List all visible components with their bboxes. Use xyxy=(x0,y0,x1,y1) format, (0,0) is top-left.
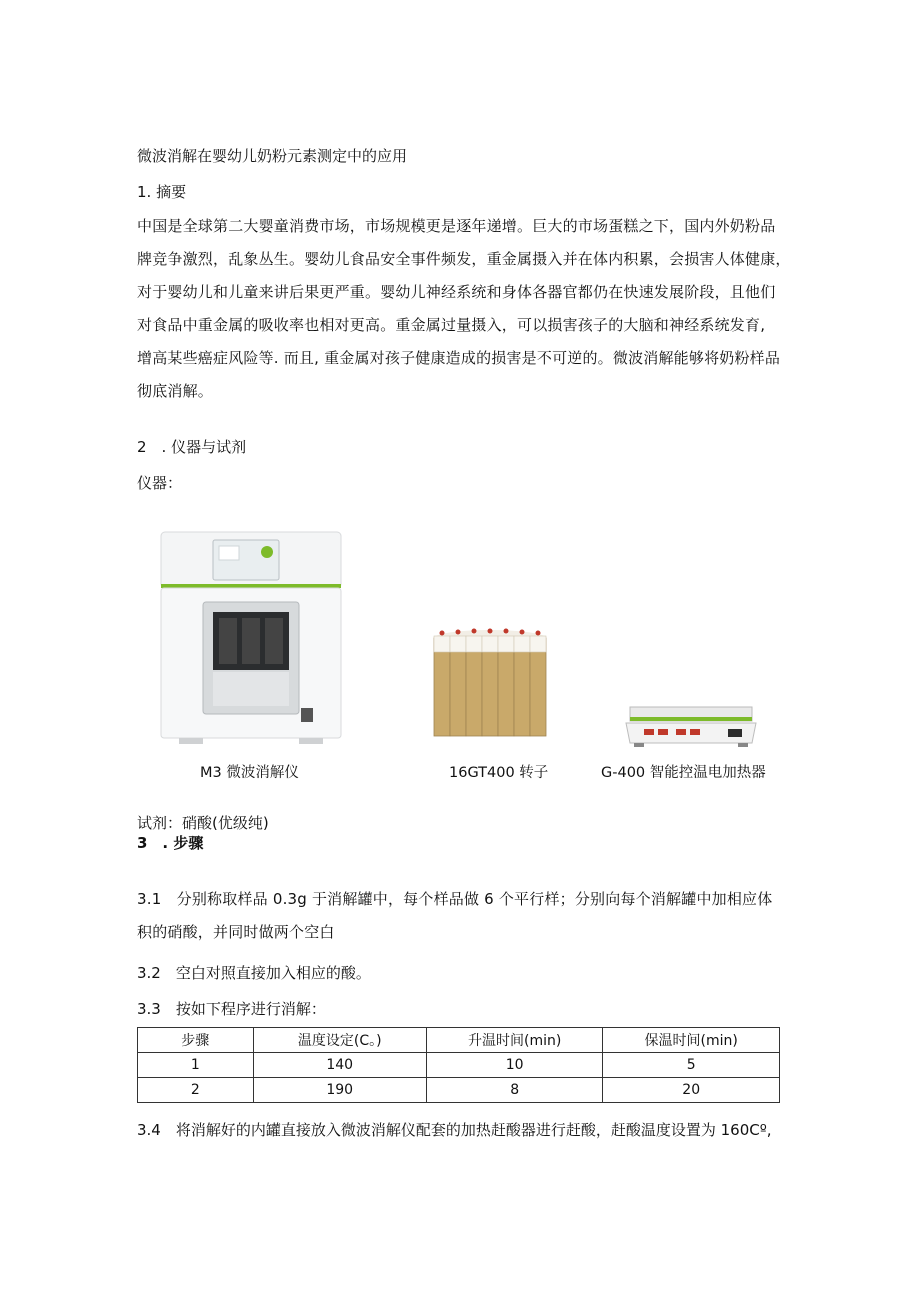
table-cell: 2 xyxy=(138,1078,254,1103)
table-row xyxy=(138,1078,780,1103)
step-3-1-line: 3.1 分别称取样品 0.3g 于消解罐中，每个样品做 6 个平行样；分别向每个消解罐中加相应体 xyxy=(137,890,773,908)
step-3-1 xyxy=(137,883,787,949)
abstract-line: 中国是全球第二大婴童消费市场，市场规模更是逐年递增。巨大的市场蛋糕之下，国内外奶粉品 xyxy=(137,217,776,235)
abstract-line: 增高某些癌症风险等. 而且, 重金属对孩子健康造成的损害是不可逆的。微波消解能够将奶粉样品 xyxy=(137,349,781,367)
abstract-line: 对于婴幼儿和儿童来讲后果更严重。婴幼儿神经系统和身体各器官都仍在快速发展阶段，且他们 xyxy=(137,283,776,301)
step-3-3: 3.3 按如下程序进行消解： xyxy=(137,1000,326,1018)
table-row xyxy=(138,1053,780,1078)
abstract-line: 牌竞争激烈，乱象丛生。婴幼儿食品安全事件频发，重金属摄入并在体内积累，会损害人体健康， xyxy=(137,250,791,268)
abstract-line: 彻底消解。 xyxy=(137,382,214,400)
step-3-2: 3.2 空白对照直接加入相应的酸。 xyxy=(137,964,371,982)
digestion-program-table xyxy=(137,1027,780,1103)
instruments-label: 仪器： xyxy=(137,474,183,492)
heater-image xyxy=(624,703,758,749)
table-cell: 20 xyxy=(603,1078,780,1103)
table-cell: 140 xyxy=(253,1053,426,1078)
reagent-line: 试剂：硝酸(优级纯) xyxy=(137,814,269,832)
rotor-tubes-image xyxy=(430,628,550,738)
abstract-line: 对食品中重金属的吸收率也相对更高。重金属过量摄入，可以损害孩子的大脑和神经系统发育, xyxy=(137,316,766,334)
table-cell: 1 xyxy=(138,1053,254,1078)
table-cell: 190 xyxy=(253,1078,426,1103)
table-cell: 5 xyxy=(603,1053,780,1078)
microwave-digester-image xyxy=(155,528,347,748)
caption-heater: G-400 智能控温电加热器 xyxy=(601,765,766,781)
step-3-4: 3.4 将消解好的内罐直接放入微波消解仪配套的加热赶酸器进行赶酸，赶酸温度设置为 160Cº, xyxy=(137,1121,772,1139)
section-1-heading: 1. 摘要 xyxy=(137,183,187,201)
table-header-cell: 步骤 xyxy=(138,1028,254,1053)
caption-rotor: 16GT400 转子 xyxy=(449,765,549,781)
step-3-1-line: 积的硝酸，并同时做两个空白 xyxy=(137,923,335,941)
section-2-heading: 2 . 仪器与试剂 xyxy=(137,438,247,456)
table-header-cell: 温度设定(C。) xyxy=(253,1028,426,1053)
section-3-heading: 3 . 步骤 xyxy=(137,834,204,852)
table-cell: 8 xyxy=(426,1078,603,1103)
table-header-row xyxy=(138,1028,780,1053)
document-title: 微波消解在婴幼儿奶粉元素测定中的应用 xyxy=(137,147,408,165)
table-header-cell: 保温时间(min) xyxy=(603,1028,780,1053)
table-cell: 10 xyxy=(426,1053,603,1078)
abstract-paragraph xyxy=(137,210,791,408)
caption-microwave-digester: M3 微波消解仪 xyxy=(200,765,299,781)
table-header-cell: 升温时间(min) xyxy=(426,1028,603,1053)
